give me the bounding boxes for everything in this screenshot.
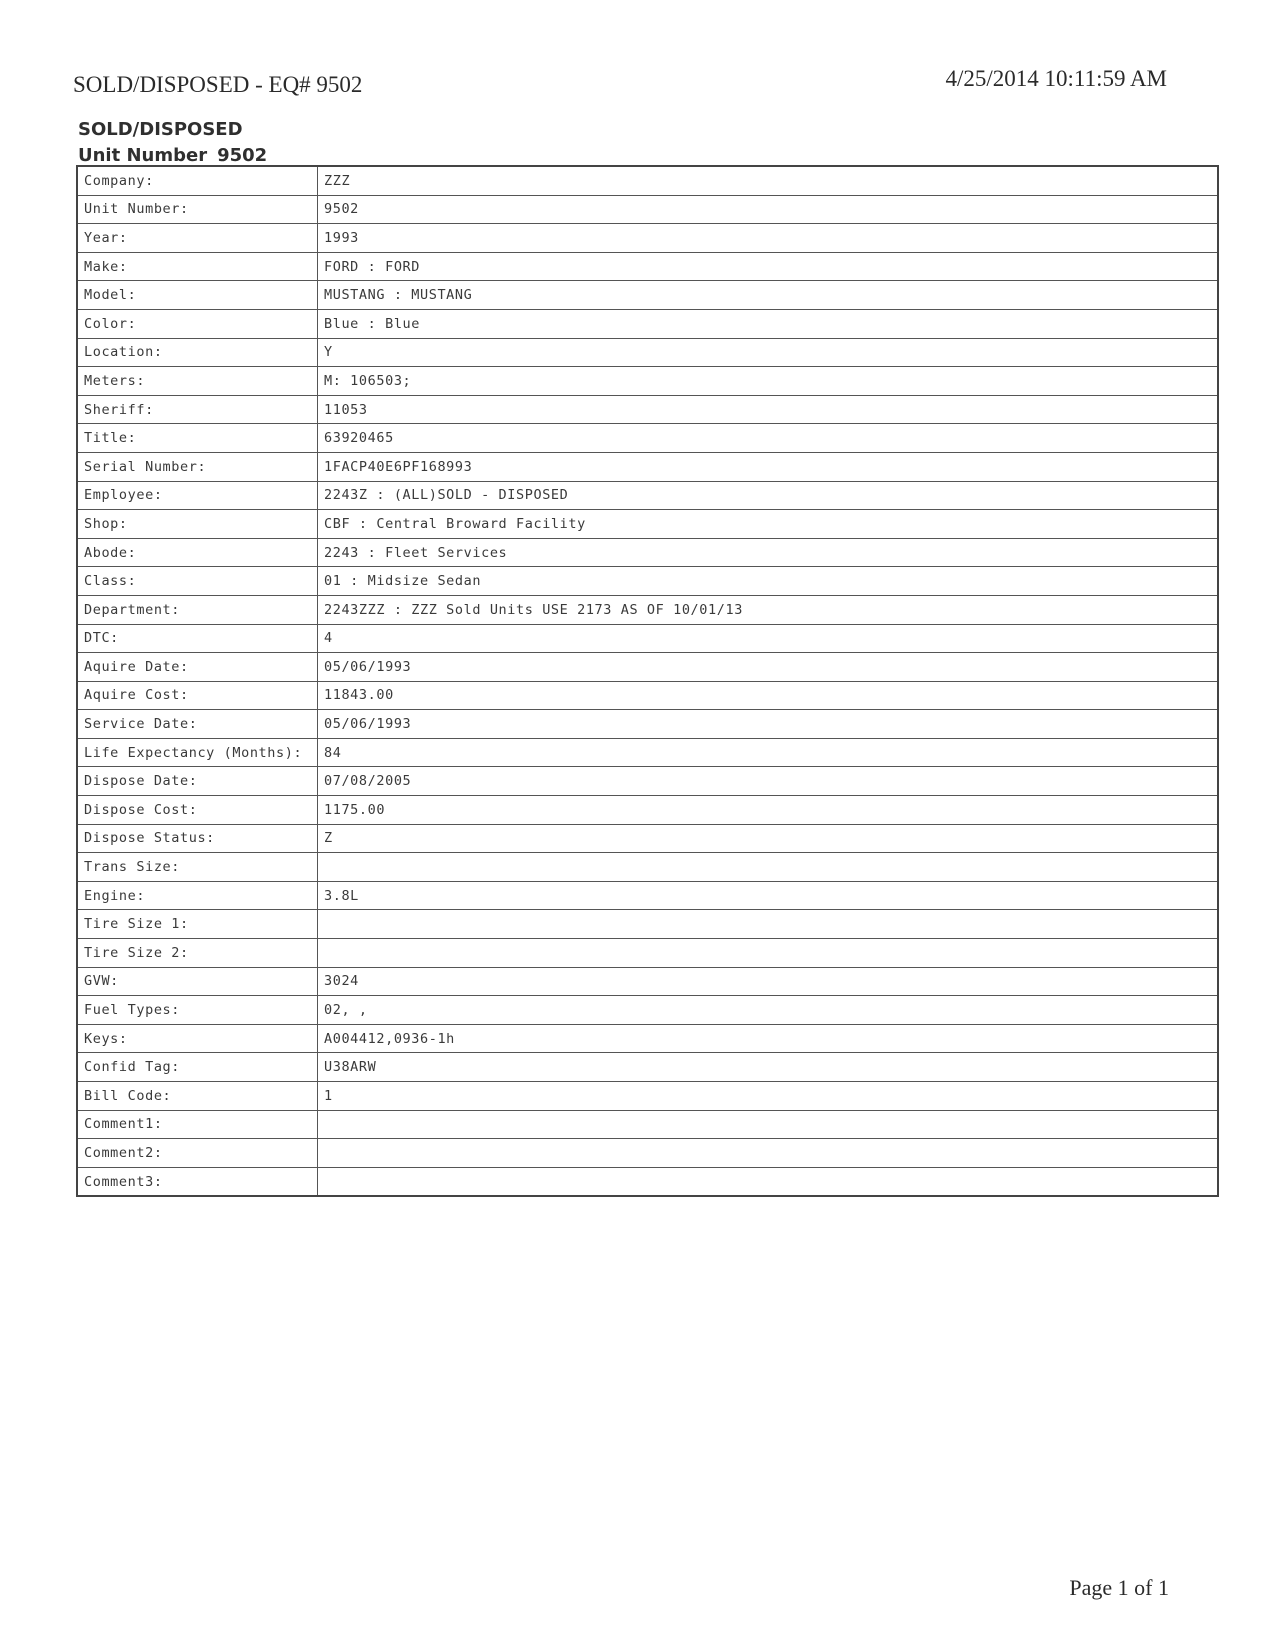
- field-label: Employee:: [77, 481, 318, 510]
- table-row: [77, 367, 1218, 396]
- field-label: Tire Size 1:: [77, 910, 318, 939]
- field-label: Service Date:: [77, 710, 318, 739]
- field-value: 63920465: [318, 424, 1219, 453]
- field-label: Meters:: [77, 367, 318, 396]
- table-row: [77, 481, 1218, 510]
- unit-number-heading-value: 9502: [217, 145, 268, 166]
- field-label: Engine:: [77, 881, 318, 910]
- table-row: [77, 1082, 1218, 1111]
- table-row: [77, 1110, 1218, 1139]
- field-value: 11843.00: [318, 681, 1219, 710]
- table-row: [77, 910, 1218, 939]
- equipment-record-table: [76, 165, 1219, 1197]
- table-row: [77, 624, 1218, 653]
- table-row: [77, 309, 1218, 338]
- record-table-body: [77, 166, 1218, 1196]
- field-label: Aquire Date:: [77, 653, 318, 682]
- field-value: Z: [318, 824, 1219, 853]
- field-value: U38ARW: [318, 1053, 1219, 1082]
- table-row: [77, 224, 1218, 253]
- field-value: 3.8L: [318, 881, 1219, 910]
- field-value: 02, ,: [318, 996, 1219, 1025]
- field-value: 1175.00: [318, 796, 1219, 825]
- field-label: Color:: [77, 309, 318, 338]
- field-label: Comment3:: [77, 1167, 318, 1196]
- field-label: Location:: [77, 338, 318, 367]
- field-label: Year:: [77, 224, 318, 253]
- table-row: [77, 424, 1218, 453]
- table-row: [77, 195, 1218, 224]
- field-value: 2243ZZZ : ZZZ Sold Units USE 2173 AS OF 10/01/13: [318, 595, 1219, 624]
- field-label: Life Expectancy (Months):: [77, 738, 318, 767]
- table-row: [77, 738, 1218, 767]
- table-row: [77, 681, 1218, 710]
- table-row: [77, 166, 1218, 195]
- table-row: [77, 510, 1218, 539]
- field-label: Dispose Date:: [77, 767, 318, 796]
- field-label: Fuel Types:: [77, 996, 318, 1025]
- field-value: 11053: [318, 395, 1219, 424]
- field-value: [318, 1167, 1219, 1196]
- table-row: [77, 538, 1218, 567]
- page-number: Page 1 of 1: [1069, 1575, 1169, 1600]
- field-value: 01 : Midsize Sedan: [318, 567, 1219, 596]
- field-value: 1FACP40E6PF168993: [318, 452, 1219, 481]
- field-value: 05/06/1993: [318, 653, 1219, 682]
- field-value: 2243Z : (ALL)SOLD - DISPOSED: [318, 481, 1219, 510]
- table-row: [77, 710, 1218, 739]
- field-label: DTC:: [77, 624, 318, 653]
- table-row: [77, 881, 1218, 910]
- field-label: Department:: [77, 595, 318, 624]
- field-label: Unit Number:: [77, 195, 318, 224]
- table-row: [77, 1024, 1218, 1053]
- field-value: FORD : FORD: [318, 252, 1219, 281]
- table-row: [77, 1139, 1218, 1168]
- field-value: [318, 853, 1219, 882]
- table-row: [77, 1167, 1218, 1196]
- field-value: 4: [318, 624, 1219, 653]
- field-value: Blue : Blue: [318, 309, 1219, 338]
- table-row: [77, 824, 1218, 853]
- field-label: Comment2:: [77, 1139, 318, 1168]
- field-value: [318, 939, 1219, 968]
- field-label: Dispose Status:: [77, 824, 318, 853]
- field-label: Abode:: [77, 538, 318, 567]
- table-row: [77, 452, 1218, 481]
- field-value: A004412,0936-1h: [318, 1024, 1219, 1053]
- field-value: [318, 1139, 1219, 1168]
- field-value: [318, 910, 1219, 939]
- field-value: 07/08/2005: [318, 767, 1219, 796]
- field-label: GVW:: [77, 967, 318, 996]
- table-row: [77, 767, 1218, 796]
- field-value: 9502: [318, 195, 1219, 224]
- field-value: 84: [318, 738, 1219, 767]
- field-value: 2243 : Fleet Services: [318, 538, 1219, 567]
- field-label: Dispose Cost:: [77, 796, 318, 825]
- field-value: 1993: [318, 224, 1219, 253]
- field-value: ZZZ: [318, 166, 1219, 195]
- table-row: [77, 595, 1218, 624]
- field-label: Class:: [77, 567, 318, 596]
- table-row: [77, 252, 1218, 281]
- field-value: 3024: [318, 967, 1219, 996]
- print-timestamp: 4/25/2014 10:11:59 AM: [945, 66, 1167, 91]
- table-row: [77, 796, 1218, 825]
- table-row: [77, 996, 1218, 1025]
- field-value: CBF : Central Broward Facility: [318, 510, 1219, 539]
- field-label: Keys:: [77, 1024, 318, 1053]
- field-label: Tire Size 2:: [77, 939, 318, 968]
- report-title: SOLD/DISPOSED - EQ# 9502: [73, 72, 363, 97]
- field-value: [318, 1110, 1219, 1139]
- field-label: Trans Size:: [77, 853, 318, 882]
- field-value: 1: [318, 1082, 1219, 1111]
- table-row: [77, 653, 1218, 682]
- field-value: MUSTANG : MUSTANG: [318, 281, 1219, 310]
- record-status-heading: SOLD/DISPOSED: [78, 119, 243, 140]
- table-row: [77, 967, 1218, 996]
- field-label: Sheriff:: [77, 395, 318, 424]
- table-row: [77, 567, 1218, 596]
- field-label: Bill Code:: [77, 1082, 318, 1111]
- unit-number-heading-label: Unit Number: [78, 145, 208, 166]
- field-label: Aquire Cost:: [77, 681, 318, 710]
- field-value: Y: [318, 338, 1219, 367]
- unit-number-heading: [78, 145, 267, 166]
- field-label: Confid Tag:: [77, 1053, 318, 1082]
- field-label: Serial Number:: [77, 452, 318, 481]
- field-label: Comment1:: [77, 1110, 318, 1139]
- table-row: [77, 281, 1218, 310]
- table-row: [77, 338, 1218, 367]
- table-row: [77, 1053, 1218, 1082]
- field-label: Company:: [77, 166, 318, 195]
- table-row: [77, 395, 1218, 424]
- field-label: Shop:: [77, 510, 318, 539]
- table-row: [77, 939, 1218, 968]
- field-value: 05/06/1993: [318, 710, 1219, 739]
- field-label: Model:: [77, 281, 318, 310]
- field-label: Title:: [77, 424, 318, 453]
- field-value: M: 106503;: [318, 367, 1219, 396]
- table-row: [77, 853, 1218, 882]
- field-label: Make:: [77, 252, 318, 281]
